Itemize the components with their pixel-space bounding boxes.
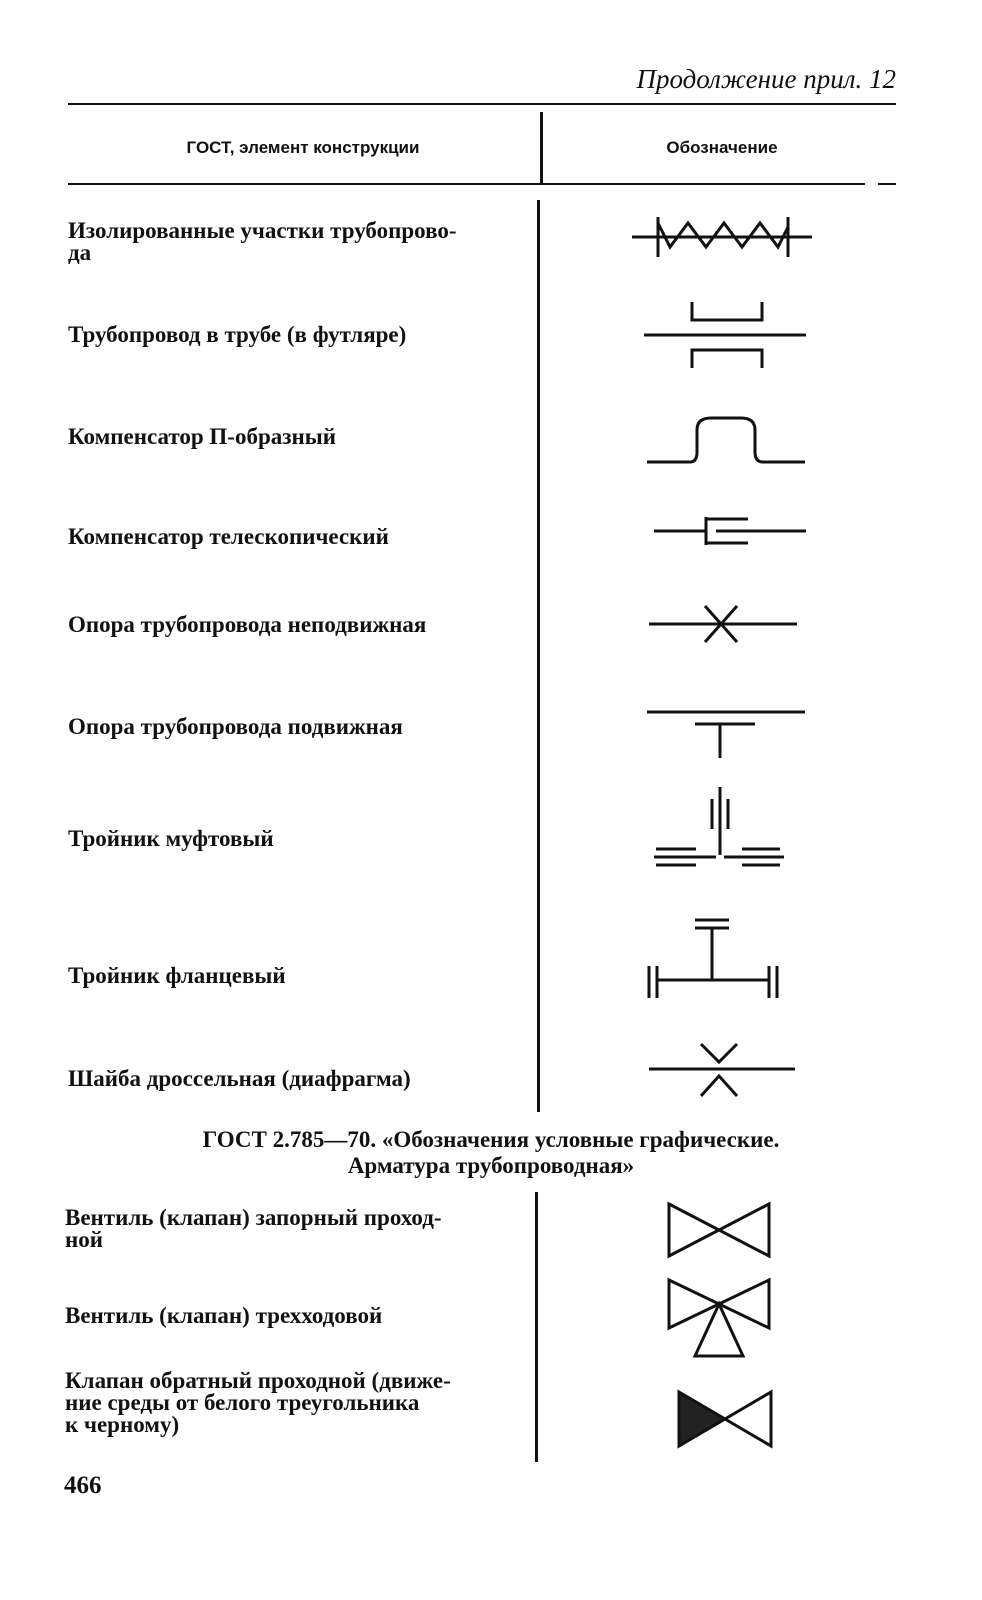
row-label-fixed-support: Опора трубопровода неподвижная [68, 612, 427, 637]
orifice-plate-icon [645, 1040, 800, 1100]
row-label-movable-support: Опора трубопровода подвижная [68, 714, 403, 739]
movable-support-icon [645, 700, 810, 760]
top-rule [68, 103, 896, 105]
u-compensator-icon [645, 412, 810, 472]
header-bottom-rule-tail [878, 183, 896, 185]
body-divider [537, 200, 540, 1112]
three-way-valve-icon [665, 1276, 775, 1360]
row-label-telescopic-compensator: Компенсатор телескопический [68, 524, 389, 549]
column-header-symbol: Обозначение [666, 138, 778, 157]
coupling-tee-icon [650, 785, 790, 881]
section-heading-line2: Арматура трубопроводная» [347, 1153, 635, 1178]
row-label-pipe-in-sleeve: Трубопровод в трубе (в футляре) [68, 322, 407, 347]
row-label-u-compensator: Компенсатор П-образный [68, 424, 336, 449]
continuation-note: Продолжение прил. 12 [636, 64, 896, 94]
row-label-insulated-pipe: Изолированные участки трубопрово- да [68, 218, 457, 265]
row-label-coupling-tee: Тройник муфтовый [68, 826, 274, 851]
row-label-flanged-tee: Тройник фланцевый [68, 963, 286, 988]
row-label-three-way-valve: Вентиль (клапан) трехходовой [65, 1303, 383, 1328]
flanged-tee-icon [645, 912, 790, 1004]
insulated-pipe-icon [620, 205, 820, 265]
row-label-shutoff-valve: Вентиль (клапан) запорный проход- ной [65, 1205, 442, 1252]
body-divider-part2 [535, 1192, 538, 1462]
fixed-support-icon [645, 602, 805, 646]
header-divider [540, 112, 543, 184]
telescopic-compensator-icon [650, 513, 810, 549]
row-label-orifice-plate: Шайба дроссельная (диафрагма) [68, 1066, 411, 1091]
pipe-in-sleeve-icon [640, 300, 810, 372]
shutoff-valve-icon [665, 1200, 775, 1260]
check-valve-icon [675, 1388, 775, 1450]
page-number: 466 [64, 1472, 102, 1499]
row-label-check-valve: Клапан обратный проходной (движе- ние среды от белого треугольника к черному) [65, 1368, 451, 1437]
section-heading-line1: ГОСТ 2.785—70. «Обозначения условные графические. [202, 1127, 780, 1152]
column-header-gost: ГОСТ, элемент конструкции [186, 138, 420, 157]
header-bottom-rule [68, 183, 865, 185]
